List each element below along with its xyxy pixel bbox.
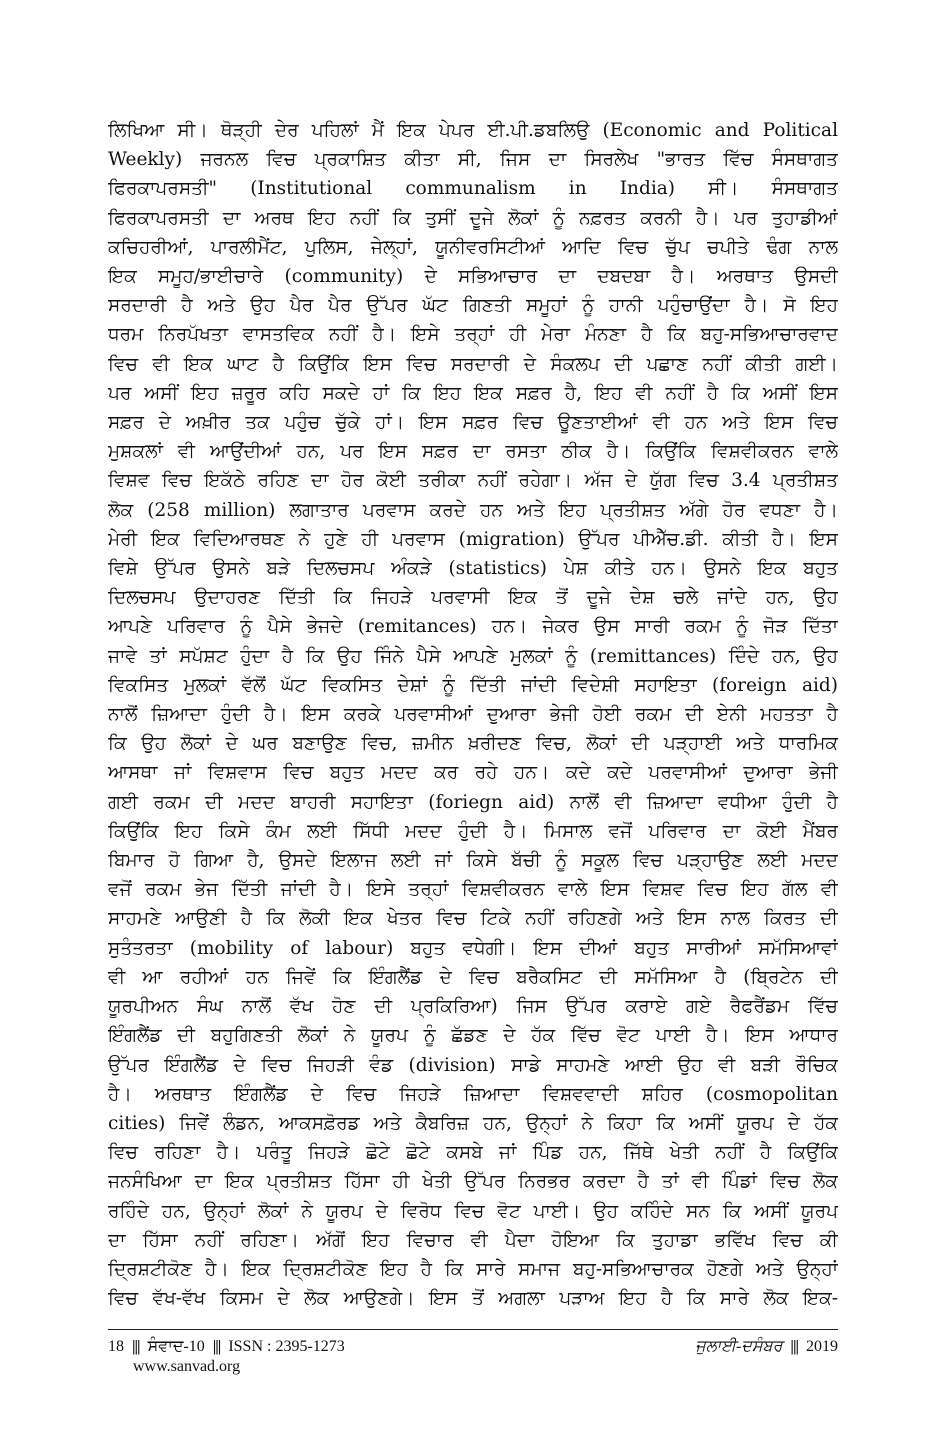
body-line: ਵਿਸ਼ਵ ਵਿਚ ਇਕੱਠੇ ਰਹਿਣ ਦਾ ਹੋਰ ਕੋਈ ਤਰੀਕਾ ਨਹੀਂ ਰਹੇਗਾ। ਅੱਜ ਦੇ ਯੁੱਗ ਵਿਚ 3.4 ਪ੍ਰਤੀਸ਼ਤ [108, 470, 838, 492]
body-line: ਫਿਰਕਾਪਰਸਤੀ ਦਾ ਅਰਥ ਇਹ ਨਹੀਂ ਕਿ ਤੁਸੀਂ ਦੂਜੇ ਲੋਕਾਂ ਨੂੰ ਨਫ਼ਰਤ ਕਰਨੀ ਹੈ। ਪਰ ਤੁਹਾਡੀਆਂ [108, 207, 838, 229]
separator-mark: ||| [790, 1338, 798, 1355]
body-line: Weekly) ਜਰਨਲ ਵਿਚ ਪ੍ਰਕਾਸ਼ਿਤ ਕੀਤਾ ਸੀ, ਜਿਸ ਦਾ ਸਿਰਲੇਖ "ਭਾਰਤ ਵਿੱਚ ਸੰਸਥਾਗਤ [108, 149, 838, 171]
footer-divider [108, 1329, 838, 1330]
body-line: ਵਜੋਂ ਰਕਮ ਭੇਜ ਦਿੱਤੀ ਜਾਂਦੀ ਹੈ। ਇਸੇ ਤਰ੍ਹਾਂ ਵਿਸ਼ਵੀਕਰਨ ਵਾਲੇ ਇਸ ਵਿਸ਼ਵ ਵਿਚ ਇਹ ਗੱਲ ਵੀ [108, 879, 838, 901]
body-line: ਗਈ ਰਕਮ ਦੀ ਮਦਦ ਬਾਹਰੀ ਸਹਾਇਤਾ (foriegn aid) ਨਾਲੋਂ ਵੀ ਜ਼ਿਆਦਾ ਵਧੀਆ ਹੁੰਦੀ ਹੈ [108, 791, 838, 813]
body-line: ਵੀ ਆ ਰਹੀਆਂ ਹਨ ਜਿਵੇਂ ਕਿ ਇੰਗਲੈਂਡ ਦੇ ਵਿਚ ਬਰੈਕਸਿਟ ਦੀ ਸਮੱਸਿਆ ਹੈ (ਬ੍ਰਿਟੇਨ ਦੀ [108, 966, 838, 988]
body-line: ਜਾਵੇ ਤਾਂ ਸਪੱਸ਼ਟ ਹੁੰਦਾ ਹੈ ਕਿ ਉਹ ਜਿੰਨੇ ਪੈਸੇ ਆਪਣੇ ਮੁਲਕਾਂ ਨੂੰ (remittances) ਦਿੰਦੇ ਹਨ, ਉਹ [108, 645, 838, 667]
body-line: ਸਫ਼ਰ ਦੇ ਅਖ਼ੀਰ ਤਕ ਪਹੁੰਚ ਚੁੱਕੇ ਹਾਂ। ਇਸ ਸਫ਼ਰ ਵਿਚ ਊਣਤਾਈਆਂ ਵੀ ਹਨ ਅਤੇ ਇਸ ਵਿਚ [108, 412, 838, 434]
body-line: ਦਿਲਚਸਪ ਉਦਾਹਰਣ ਦਿੱਤੀ ਕਿ ਜਿਹੜੇ ਪਰਵਾਸੀ ਇਕ ਤੋਂ ਦੂਜੇ ਦੇਸ਼ ਚਲੇ ਜਾਂਦੇ ਹਨ, ਉਹ [108, 587, 838, 609]
body-line: ਵਿਚ ਵੱਖ-ਵੱਖ ਕਿਸਮ ਦੇ ਲੋਕ ਆਉਣਗੇ। ਇਸ ਤੋਂ ਅਗਲਾ ਪੜਾਅ ਇਹ ਹੈ ਕਿ ਸਾਰੇ ਲੋਕ ਇਕ- [108, 1288, 838, 1310]
website-url[interactable]: www.sanvad.org [133, 1358, 241, 1375]
body-line: ਆਪਣੇ ਪਰਿਵਾਰ ਨੂੰ ਪੈਸੇ ਭੇਜਦੇ (remitances) ਹਨ। ਜੇਕਰ ਉਸ ਸਾਰੀ ਰਕਮ ਨੂੰ ਜੋੜ ਦਿੱਤਾ [108, 616, 838, 638]
body-line: ਦਾ ਹਿੱਸਾ ਨਹੀਂ ਰਹਿਣਾ। ਅੱਗੋਂ ਇਹ ਵਿਚਾਰ ਵੀ ਪੈਦਾ ਹੋਇਆ ਕਿ ਤੁਹਾਡਾ ਭਵਿੱਖ ਵਿਚ ਕੀ [108, 1229, 838, 1251]
body-line: ਸਾਹਮਣੇ ਆਉਣੀ ਹੈ ਕਿ ਲੋਕੀ ਇਕ ਖੇਤਰ ਵਿਚ ਟਿਕੇ ਨਹੀਂ ਰਹਿਣਗੇ ਅਤੇ ਇਸ ਨਾਲ ਕਿਰਤ ਦੀ [108, 908, 838, 930]
separator-mark: ||| [132, 1338, 140, 1355]
body-line: ਵਿਸ਼ੇ ਉੱਪਰ ਉਸਨੇ ਬੜੇ ਦਿਲਚਸਪ ਅੰਕੜੇ (statistics) ਪੇਸ਼ ਕੀਤੇ ਹਨ। ਉਸਨੇ ਇਕ ਬਹੁਤ [108, 558, 838, 580]
body-line: ਦ੍ਰਿਸ਼ਟੀਕੋਣ ਹੈ। ਇਕ ਦ੍ਰਿਸ਼ਟੀਕੋਣ ਇਹ ਹੈ ਕਿ ਸਾਰੇ ਸਮਾਜ ਬਹੁ-ਸਭਿਆਚਾਰਕ ਹੋਣਗੇ ਅਤੇ ਉਨ੍ਹਾਂ [108, 1258, 838, 1280]
body-line: ਵਿਚ ਵੀ ਇਕ ਘਾਟ ਹੈ ਕਿਉਂਕਿ ਇਸ ਵਿਚ ਸਰਦਾਰੀ ਦੇ ਸੰਕਲਪ ਦੀ ਪਛਾਣ ਨਹੀਂ ਕੀਤੀ ਗਈ। [108, 353, 838, 375]
body-line: ਹੈ। ਅਰਥਾਤ ਇੰਗਲੈਂਡ ਦੇ ਵਿਚ ਜਿਹੜੇ ਜ਼ਿਆਦਾ ਵਿਸ਼ਵਵਾਦੀ ਸ਼ਹਿਰ (cosmopolitan [108, 1083, 838, 1105]
issn: ISSN : 2395-1273 [228, 1338, 345, 1355]
body-line: cities) ਜਿਵੇਂ ਲੰਡਨ, ਆਕਸਫ਼ੋਰਡ ਅਤੇ ਕੈਬਰਿਜ਼ ਹਨ, ਉਨ੍ਹਾਂ ਨੇ ਕਿਹਾ ਕਿ ਅਸੀਂ ਯੂਰਪ ਦੇ ਹੱਕ [108, 1112, 838, 1134]
body-line: ਇਕ ਸਮੂਹ/ਭਾਈਚਾਰੇ (community) ਦੇ ਸਭਿਆਚਾਰ ਦਾ ਦਬਦਬਾ ਹੈ। ਅਰਥਾਤ ਉਸਦੀ [108, 266, 838, 288]
body-line: ਯੂਰਪੀਅਨ ਸੰਘ ਨਾਲੋਂ ਵੱਖ ਹੋਣ ਦੀ ਪ੍ਰਕਿਰਿਆ) ਜਿਸ ਉੱਪਰ ਕਰਾਏ ਗਏ ਰੈਫਰੈਂਡਮ ਵਿੱਚ [108, 996, 838, 1018]
body-line: ਇੰਗਲੈਂਡ ਦੀ ਬਹੁਗਿਣਤੀ ਲੋਕਾਂ ਨੇ ਯੂਰਪ ਨੂੰ ਛੱਡਣ ਦੇ ਹੱਕ ਵਿੱਚ ਵੋਟ ਪਾਈ ਹੈ। ਇਸ ਆਧਾਰ [108, 1025, 838, 1047]
publication-period: ਜੁਲਾਈ-ਦਸੰਬਰ [695, 1338, 783, 1355]
body-line: ਪਰ ਅਸੀਂ ਇਹ ਜ਼ਰੂਰ ਕਹਿ ਸਕਦੇ ਹਾਂ ਕਿ ਇਹ ਇਕ ਸਫ਼ਰ ਹੈ, ਇਹ ਵੀ ਨਹੀਂ ਹੈ ਕਿ ਅਸੀਂ ਇਸ [108, 382, 838, 404]
body-line: ਵਿਚ ਰਹਿਣਾ ਹੈ। ਪਰੰਤੂ ਜਿਹੜੇ ਛੋਟੇ ਛੋਟੇ ਕਸਬੇ ਜਾਂ ਪਿੰਡ ਹਨ, ਜਿੱਥੇ ਖੇਤੀ ਨਹੀਂ ਹੈ ਕਿਉਂਕਿ [108, 1142, 838, 1164]
body-line: ਮੁਸ਼ਕਲਾਂ ਵੀ ਆਉਂਦੀਆਂ ਹਨ, ਪਰ ਇਸ ਸਫ਼ਰ ਦਾ ਰਸਤਾ ਠੀਕ ਹੈ। ਕਿਉਂਕਿ ਵਿਸ਼ਵੀਕਰਨ ਵਾਲੇ [108, 441, 838, 463]
footer-right [695, 1337, 838, 1357]
body-line: ਆਸਥਾ ਜਾਂ ਵਿਸ਼ਵਾਸ ਵਿਚ ਬਹੁਤ ਮਦਦ ਕਰ ਰਹੇ ਹਨ। ਕਦੇ ਕਦੇ ਪਰਵਾਸੀਆਂ ਦੁਆਰਾ ਭੇਜੀ [108, 762, 838, 784]
body-line: ਸਰਦਾਰੀ ਹੈ ਅਤੇ ਉਹ ਪੈਰ ਪੈਰ ਉੱਪਰ ਘੱਟ ਗਿਣਤੀ ਸਮੂਹਾਂ ਨੂੰ ਹਾਨੀ ਪਹੁੰਚਾਉਂਦਾ ਹੈ। ਸੋ ਇਹ [108, 295, 838, 317]
page-number: 18 [108, 1338, 124, 1355]
body-line: ਜਨਸੰਖਿਆ ਦਾ ਇਕ ਪ੍ਰਤੀਸ਼ਤ ਹਿੱਸਾ ਹੀ ਖੇਤੀ ਉੱਪਰ ਨਿਰਭਰ ਕਰਦਾ ਹੈ ਤਾਂ ਵੀ ਪਿੰਡਾਂ ਵਿਚ ਲੋਕ [108, 1171, 838, 1193]
separator-mark: ||| [212, 1338, 221, 1355]
article-body [108, 116, 838, 1313]
body-line: ਕਿ ਉਹ ਲੋਕਾਂ ਦੇ ਘਰ ਬਣਾਉਣ ਵਿਚ, ਜ਼ਮੀਨ ਖ਼ਰੀਦਣ ਵਿਚ, ਲੋਕਾਂ ਦੀ ਪੜ੍ਹਾਈ ਅਤੇ ਧਾਰਮਿਕ [108, 733, 838, 755]
body-line: ਰਹਿੰਦੇ ਹਨ, ਉਨ੍ਹਾਂ ਲੋਕਾਂ ਨੇ ਯੂਰਪ ਦੇ ਵਿਰੋਧ ਵਿਚ ਵੋਟ ਪਾਈ। ਉਹ ਕਹਿੰਦੇ ਸਨ ਕਿ ਅਸੀਂ ਯੂਰਪ [108, 1200, 838, 1222]
body-line: ਫਿਰਕਾਪਰਸਤੀ" (Institutional communalism in India) ਸੀ। ਸੰਸਥਾਗਤ [108, 178, 838, 200]
body-line: ਉੱਪਰ ਇੰਗਲੈਂਡ ਦੇ ਵਿਚ ਜਿਹੜੀ ਵੰਡ (division) ਸਾਡੇ ਸਾਹਮਣੇ ਆਈ ਉਹ ਵੀ ਬੜੀ ਰੌਚਿਕ [108, 1054, 838, 1076]
footer-left [108, 1337, 345, 1357]
body-line: ਕਿਉਂਕਿ ਇਹ ਕਿਸੇ ਕੰਮ ਲਈ ਸਿੱਧੀ ਮਦਦ ਹੁੰਦੀ ਹੈ। ਮਿਸਾਲ ਵਜੋਂ ਪਰਿਵਾਰ ਦਾ ਕੋਈ ਮੈਂਬਰ [108, 820, 838, 842]
body-line: ਨਾਲੋਂ ਜ਼ਿਆਦਾ ਹੁੰਦੀ ਹੈ। ਇਸ ਕਰਕੇ ਪਰਵਾਸੀਆਂ ਦੁਆਰਾ ਭੇਜੀ ਹੋਈ ਰਕਮ ਦੀ ਏਨੀ ਮਹਤਤਾ ਹੈ [108, 704, 838, 726]
body-line: ਲਿਖਿਆ ਸੀ। ਥੋੜ੍ਹੀ ਦੇਰ ਪਹਿਲਾਂ ਮੈਂ ਇਕ ਪੇਪਰ ਈ.ਪੀ.ਡਬਲਿਉ (Economic and Political [108, 120, 838, 141]
body-line: ਧਰਮ ਨਿਰਪੱਖਤਾ ਵਾਸਤਵਿਕ ਨਹੀਂ ਹੈ। ਇਸੇ ਤਰ੍ਹਾਂ ਹੀ ਮੇਰਾ ਮੰਨਣਾ ਹੈ ਕਿ ਬਹੁ-ਸਭਿਆਚਾਰਵਾਦ [108, 324, 838, 346]
body-line: ਵਿਕਸਿਤ ਮੁਲਕਾਂ ਵੱਲੋਂ ਘੱਟ ਵਿਕਸਿਤ ਦੇਸ਼ਾਂ ਨੂੰ ਦਿੱਤੀ ਜਾਂਦੀ ਵਿਦੇਸ਼ੀ ਸਹਾਇਤਾ (foreign aid) [108, 674, 838, 696]
journal-issue: ਸੰਵਾਦ-10 [147, 1338, 205, 1355]
publication-year: 2019 [806, 1338, 838, 1355]
body-line: ਬਿਮਾਰ ਹੋ ਗਿਆ ਹੈ, ਉਸਦੇ ਇਲਾਜ ਲਈ ਜਾਂ ਕਿਸੇ ਬੱਚੀ ਨੂੰ ਸਕੂਲ ਵਿਚ ਪੜ੍ਹਾਉਣ ਲਈ ਮਦਦ [108, 850, 838, 872]
body-line: ਮੇਰੀ ਇਕ ਵਿਦਿਆਰਥਣ ਨੇ ਹੁਣੇ ਹੀ ਪਰਵਾਸ (migration) ਉੱਪਰ ਪੀਐੱਚ.ਡੀ. ਕੀਤੀ ਹੈ। ਇਸ [108, 528, 838, 550]
body-line: ਲੋਕ (258 million) ਲਗਾਤਾਰ ਪਰਵਾਸ ਕਰਦੇ ਹਨ ਅਤੇ ਇਹ ਪ੍ਰਤੀਸ਼ਤ ਅੱਗੇ ਹੋਰ ਵਧਣਾ ਹੈ। [108, 499, 838, 521]
body-line: ਕਚਿਹਰੀਆਂ, ਪਾਰਲੀਮੈਂਟ, ਪੁਲਿਸ, ਜੇਲ੍ਹਾਂ, ਯੂਨੀਵਰਸਿਟੀਆਂ ਆਦਿ ਵਿਚ ਚੁੱਪ ਚਪੀਤੇ ਢੰਗ ਨਾਲ [108, 236, 838, 258]
body-line: ਸੁਤੰਤਰਤਾ (mobility of labour) ਬਹੁਤ ਵਧੇਗੀ। ਇਸ ਦੀਆਂ ਬਹੁਤ ਸਾਰੀਆਂ ਸਮੱਸਿਆਵਾਂ [108, 937, 838, 959]
